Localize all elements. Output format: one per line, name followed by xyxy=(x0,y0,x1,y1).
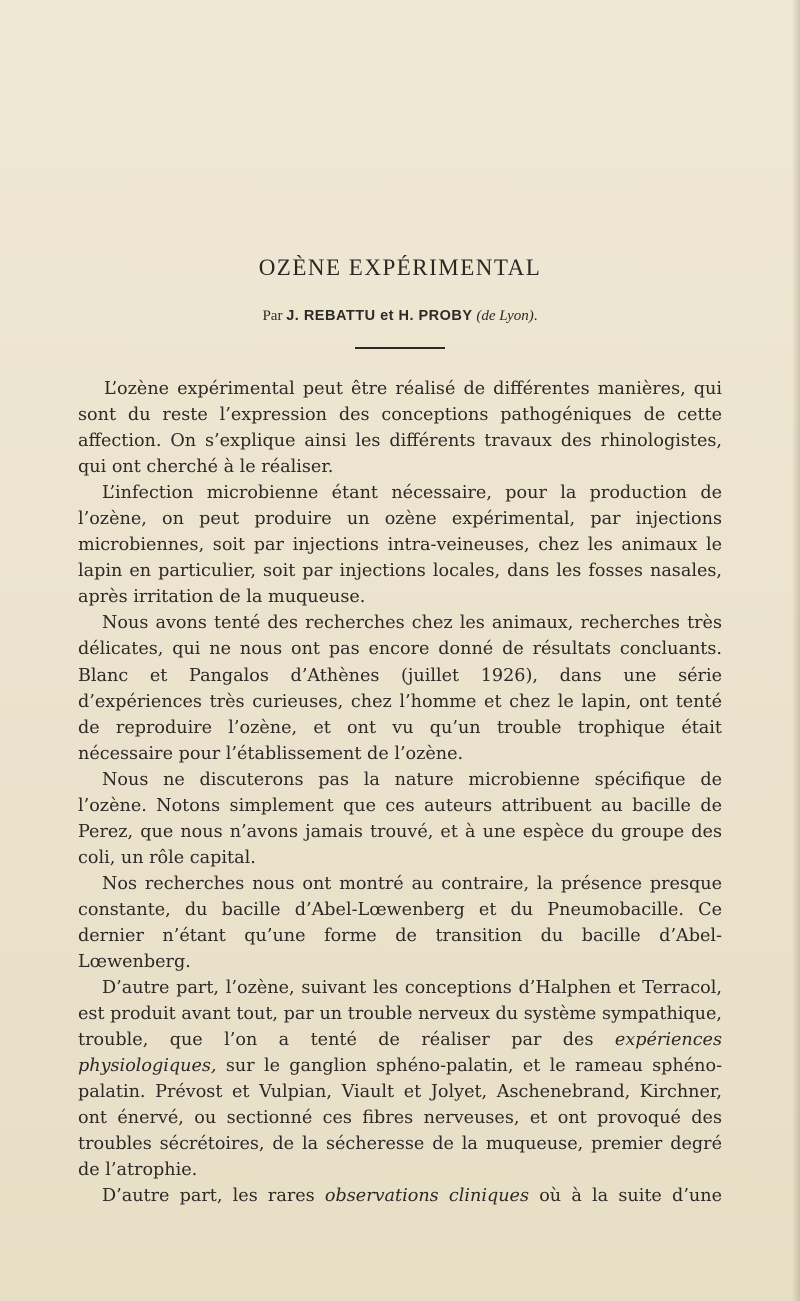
byline-place: (de Lyon) xyxy=(476,308,534,324)
paragraph-7-text-a: D’autre part, les rares xyxy=(102,1186,315,1207)
title-separator-rule xyxy=(355,347,445,349)
paragraph-7-text-b: où à la suite d’une xyxy=(539,1186,722,1207)
paragraph-6 xyxy=(78,975,722,1183)
article-body xyxy=(78,376,722,1210)
paragraph-4: Nous ne discuterons pas la nature microbienne spécifique de l’ozène. Notons simplement que ces auteurs attribuent au bacille de Perez, que nous n’avons jamais trouvé, et à une espèce du groupe des coli, un rôle capital. xyxy=(78,769,722,868)
paragraph-7-italic: observations cliniques xyxy=(324,1186,529,1207)
page-edge-shadow xyxy=(792,0,800,1301)
byline xyxy=(0,308,800,325)
paragraph-6-italic: expériences physiologiques, xyxy=(78,1030,722,1077)
paragraph-3: Nous avons tenté des recherches chez les animaux, recherches très délicates, qui ne nous ont pas encore donné de résultats concluants. Blanc et Pangalos d’Athènes (juillet 1926), dans une série d’expériences très curieuses, chez l’homme et chez le lapin, ont tenté de reproduire l’ozène, et ont vu qu’un trouble trophique était nécessaire pour l’établissement de l’ozène. xyxy=(78,613,722,764)
paragraph-5: Nos recherches nous ont montré au contraire, la présence presque constante, du bacille d’Abel-Lœwenberg et du Pneumobacille. Ce dernier n’étant qu’une forme de transition du bacille d’Abel-Lœwenberg. xyxy=(78,873,722,973)
paragraph-7 xyxy=(78,1183,722,1209)
paragraph-6-text-b: sur le ganglion sphéno-palatin, et le rameau sphéno-palatin. Prévost et Vulpian, Viault et Jolyet, Aschenebrand, Kirchner, ont énervé, ou sectionné ces fibres nerveuses, et ont provoqué des troubles sécrétoires, de la sécheresse de la muqueuse, premier degré de l’atrophie. xyxy=(78,1056,723,1181)
byline-prefix: Par xyxy=(262,308,283,324)
byline-authors: J. REBATTU et H. PROBY xyxy=(286,308,473,324)
article-title: OZÈNE EXPÉRIMENTAL xyxy=(258,255,542,280)
paragraph-1: L’ozène expérimental peut être réalisé de différentes manières, qui sont du reste l’expression des conceptions pathogéniques de cette affection. On s’explique ainsi les différents travaux des rhinologistes, qui ont cherché à le réaliser. xyxy=(78,379,722,478)
paragraph-6-text-a: D’autre part, l’ozène, suivant les conceptions d’Halphen et Terracol, est produit avant tout, par un trouble nerveux du système sympathique, trouble, que l’on a tenté de réaliser par des xyxy=(78,978,722,1051)
paragraph-2: L’infection microbienne étant nécessaire, pour la production de l’ozène, on peut produire un ozène expérimental, par injections microbiennes, soit par injections intra-veineuses, chez les animaux le lapin en particulier, soit par injections locales, dans les fosses nasales, après irritation de la muqueuse. xyxy=(78,483,722,608)
byline-suffix: . xyxy=(533,308,538,324)
